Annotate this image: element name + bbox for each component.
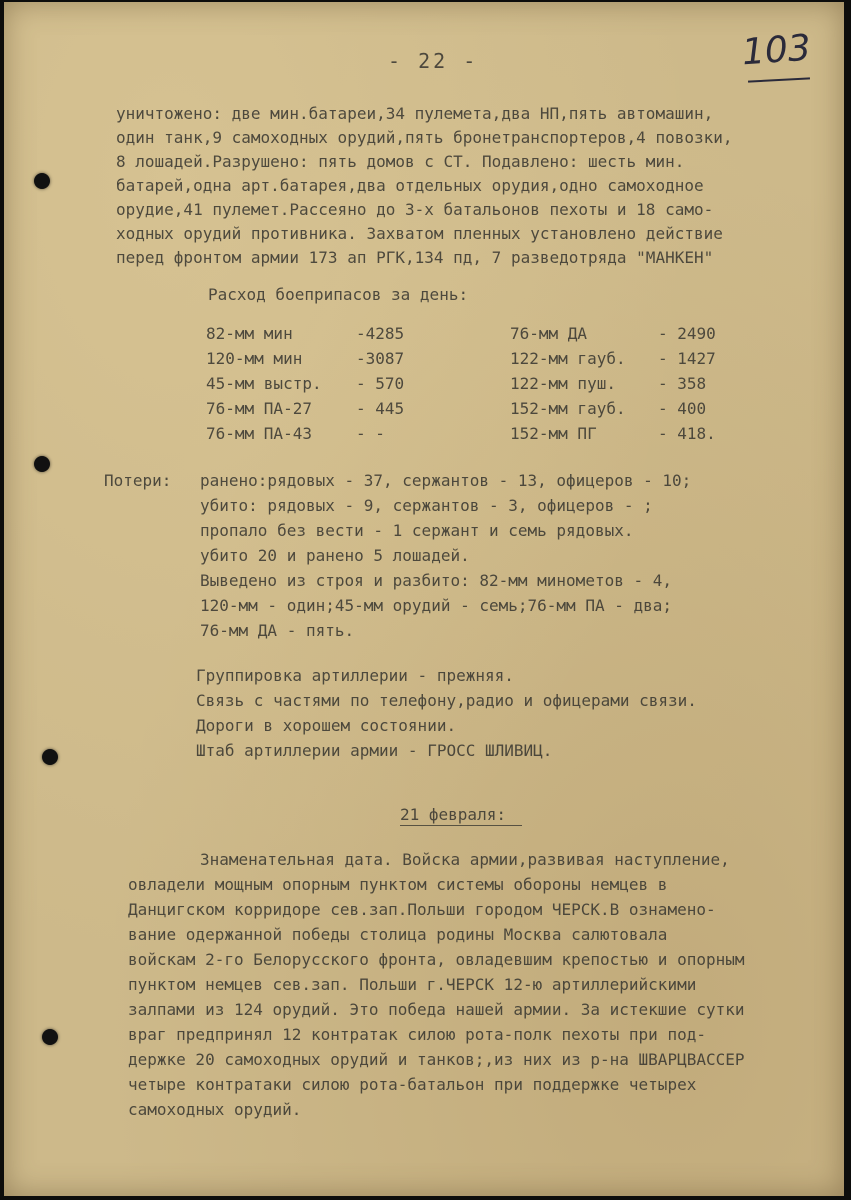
para1-line: 8 лошадей.Разрушено: пять домов с СТ. Подавлено: шесть мин. <box>116 152 685 171</box>
folio-underline <box>748 77 810 82</box>
para2-line: Данцигском корридоре сев.зап.Польши городом ЧЕРСК.В ознамено- <box>128 900 716 919</box>
document-page <box>4 2 844 1196</box>
losses-line: пропало без вести - 1 сержант и семь рядовых. <box>200 521 634 540</box>
ammo-right-value: - 1427 <box>658 349 716 368</box>
date-heading-underline <box>400 825 522 826</box>
para1-line: один танк,9 самоходных орудий,пять бронетранспортеров,4 повозки, <box>116 128 733 147</box>
ammo-right-value: - 400 <box>658 399 707 418</box>
ammo-right-name: 76-мм ДА <box>510 324 588 343</box>
para2-line: вание одержанной победы столица родины Москва салютовала <box>128 925 668 944</box>
status-line: Группировка артиллерии - прежняя. <box>196 666 514 685</box>
losses-line: Выведено из строя и разбито: 82-мм минометов - 4, <box>200 571 673 590</box>
ammo-left-name: 45-мм выстр. <box>206 374 322 393</box>
page-number: - 22 - <box>388 49 479 73</box>
status-line: Штаб артиллерии армии - ГРОСС ШЛИВИЦ. <box>196 741 553 760</box>
ammo-right-value: - 418. <box>658 424 716 443</box>
losses-line: 76-мм ДА - пять. <box>200 621 355 640</box>
ammo-left-value: - - <box>356 424 385 443</box>
para2-line: самоходных орудий. <box>128 1100 302 1119</box>
para2-line: овладели мощным опорным пунктом системы обороны немцев в <box>128 875 668 894</box>
ammo-heading: Расход боеприпасов за день: <box>208 285 469 304</box>
ammo-left-name: 76-мм ПА-43 <box>206 424 312 443</box>
para2-line: войскам 2-го Белорусского фронта, овладевшим крепостью и опорным <box>128 950 745 969</box>
para1-line: орудие,41 пулемет.Рассеяно до 3-х батальонов пехоты и 18 само- <box>116 200 714 219</box>
ammo-left-value: - 570 <box>356 374 405 393</box>
para2-line: пунктом немцев сев.зап. Польши г.ЧЕРСК 12-ю артиллерийскими <box>128 975 697 994</box>
binding-hole <box>34 456 50 472</box>
para2-line: Знаменательная дата. Войска армии,развивая наступление, <box>200 850 730 869</box>
para1-line: ходных орудий противника. Захватом пленных установлено действие <box>116 224 723 243</box>
losses-label: Потери: <box>104 471 172 490</box>
ammo-right-name: 152-мм гауб. <box>510 399 626 418</box>
ammo-left-value: - 445 <box>356 399 405 418</box>
date-heading: 21 февраля: <box>400 805 506 824</box>
losses-line: 120-мм - один;45-мм орудий - семь;76-мм ПА - два; <box>200 596 673 615</box>
binding-hole <box>34 173 50 189</box>
para2-line: враг предпринял 12 контратак силою рота-полк пехоты при под- <box>128 1025 706 1044</box>
ammo-left-name: 120-мм мин <box>206 349 303 368</box>
binding-hole <box>42 749 58 765</box>
losses-line: убито 20 и ранено 5 лошадей. <box>200 546 470 565</box>
status-line: Дороги в хорошем состоянии. <box>196 716 457 735</box>
binding-hole <box>42 1029 58 1045</box>
losses-line: ранено:рядовых - 37, сержантов - 13, офицеров - 10; <box>200 471 692 490</box>
para1-line: перед фронтом армии 173 ап РГК,134 пд, 7 разведотряда "МАНКЕН" <box>116 248 714 267</box>
ammo-right-name: 122-мм пуш. <box>510 374 616 393</box>
para1-line: батарей,одна арт.батарея,два отдельных орудия,одно самоходное <box>116 176 704 195</box>
para2-line: залпами из 124 орудий. Это победа нашей армии. За истекшие сутки <box>128 1000 745 1019</box>
losses-line: убито: рядовых - 9, сержантов - 3, офицеров - ; <box>200 496 653 515</box>
ammo-left-value: -3087 <box>356 349 405 368</box>
ammo-left-name: 76-мм ПА-27 <box>206 399 312 418</box>
handwritten-folio-number: 103 <box>740 27 813 74</box>
ammo-right-name: 122-мм гауб. <box>510 349 626 368</box>
para1-line: уничтожено: две мин.батареи,34 пулемета,два НП,пять автомашин, <box>116 104 714 123</box>
para2-line: четыре контратаки силою рота-батальон при поддержке четырех <box>128 1075 697 1094</box>
ammo-right-name: 152-мм ПГ <box>510 424 597 443</box>
ammo-left-value: -4285 <box>356 324 405 343</box>
status-line: Связь с частями по телефону,радио и офицерами связи. <box>196 691 697 710</box>
ammo-left-name: 82-мм мин <box>206 324 293 343</box>
para2-line: держке 20 самоходных орудий и танков;,из них из р-на ШВАРЦВАССЕР <box>128 1050 745 1069</box>
ammo-right-value: - 2490 <box>658 324 716 343</box>
ammo-right-value: - 358 <box>658 374 707 393</box>
